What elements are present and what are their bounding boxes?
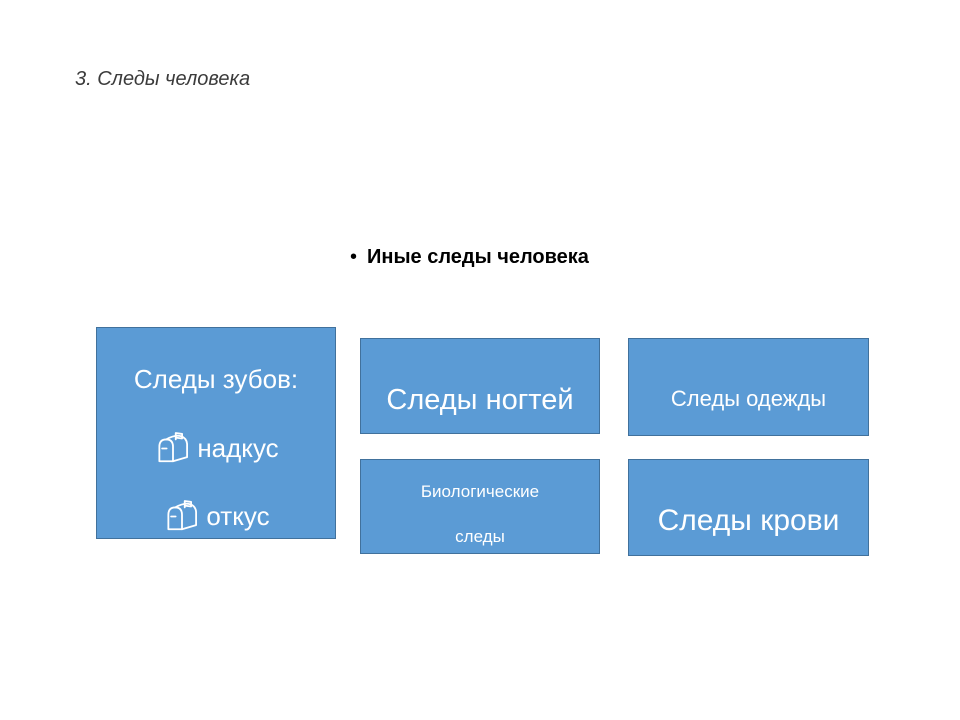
teeth-item-label: надкус: [197, 432, 279, 463]
subtitle-text: Иные следы человека: [367, 246, 589, 268]
teeth-item-label: откус: [206, 500, 270, 531]
nail-marks-label: Следы ногтей: [386, 383, 574, 416]
teeth-marks-box: [96, 327, 336, 539]
list-item-nadkus: [97, 428, 335, 468]
slide-title: 3. Следы человека: [75, 68, 251, 90]
clothing-marks-box: [628, 338, 869, 436]
teeth-box-heading: Следы зубов:: [133, 364, 299, 394]
biological-label-line-2: следы: [455, 526, 505, 546]
blood-traces-label: Следы крови: [657, 503, 840, 537]
nail-marks-box: [360, 338, 600, 434]
bullet-dot: •: [350, 246, 358, 268]
mailbox-icon: [153, 431, 193, 466]
clothing-marks-label: Следы одежды: [670, 386, 827, 411]
list-item-otkus: [97, 496, 335, 536]
biological-label-line-1: Биологические: [420, 481, 540, 501]
biological-traces-box: [360, 459, 600, 554]
subtitle-bullet-line: [350, 244, 589, 270]
blood-traces-box: [628, 459, 869, 556]
mailbox-icon: [162, 499, 202, 534]
